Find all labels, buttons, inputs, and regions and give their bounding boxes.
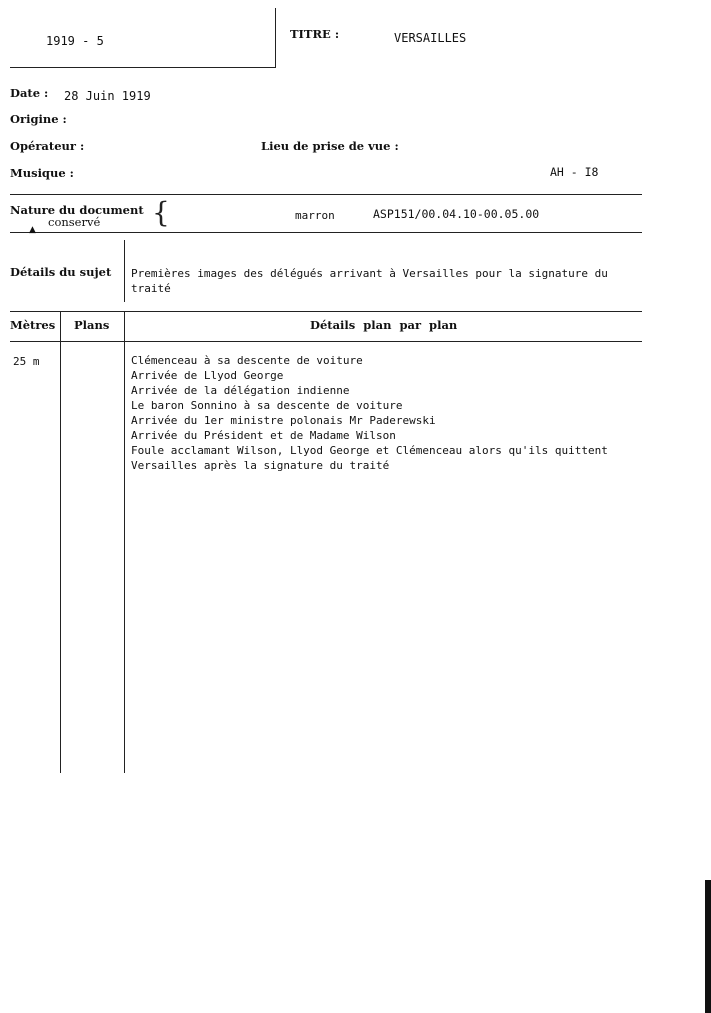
plan-item: Arrivée du 1er ministre polonais Mr Paderewski [131,414,436,427]
col-details-header: Détails plan par plan [310,318,458,332]
col-metres-header: Mètres [10,318,56,332]
date-label: Date : [10,86,49,100]
metres-value: 25 m [13,355,40,368]
rule-1 [10,194,642,195]
nature-label-line1: Nature du document [10,203,144,217]
plan-item: Le baron Sonnino à sa descente de voiture [131,399,403,412]
rule-3 [10,311,642,312]
col-plans-header: Plans [74,318,110,332]
operateur-label: Opérateur : [10,139,85,153]
header-divider-vertical [275,8,276,68]
titre-label: TITRE : [290,27,340,41]
plan-item: Arrivée de la délégation indienne [131,384,350,397]
arrow-mark: ▲ [29,225,36,235]
col-divider-2 [124,312,125,773]
plan-item: Clémenceau à sa descente de voiture [131,354,363,367]
sujet-line2: traité [131,282,171,295]
nature-reference: ASP151/00.04.10-00.05.00 [373,207,540,221]
origine-label: Origine : [10,112,67,126]
plans-list [131,353,608,473]
nature-color: marron [295,209,335,222]
lieu-label: Lieu de prise de vue : [261,139,399,153]
archive-code: AH - I8 [550,165,599,179]
titre-value: VERSAILLES [394,31,467,45]
plan-item: Versailles après la signature du traité [131,459,390,472]
date-value: 28 Juin 1919 [64,89,151,103]
header-divider-horizontal [10,67,276,68]
nature-brace: { [152,196,170,229]
plan-item: Foule acclamant Wilson, Llyod George et Clémenceau alors qu'ils quittent [131,444,608,457]
sujet-bracket [124,240,125,302]
musique-label: Musique : [10,166,74,180]
col-divider-1 [60,312,61,773]
plan-item: Arrivée de Llyod George [131,369,284,382]
sujet-line1: Premières images des délégués arrivant à Versailles pour la signature du [131,267,608,280]
reference-number: 1919 - 5 [46,34,104,48]
scan-edge-shadow [705,880,711,1013]
plan-item: Arrivée du Président et de Madame Wilson [131,429,396,442]
table-header-rule [10,341,642,342]
rule-2 [10,232,642,233]
nature-label-line2: conservé [48,215,101,229]
sujet-label: Détails du sujet [10,265,112,279]
